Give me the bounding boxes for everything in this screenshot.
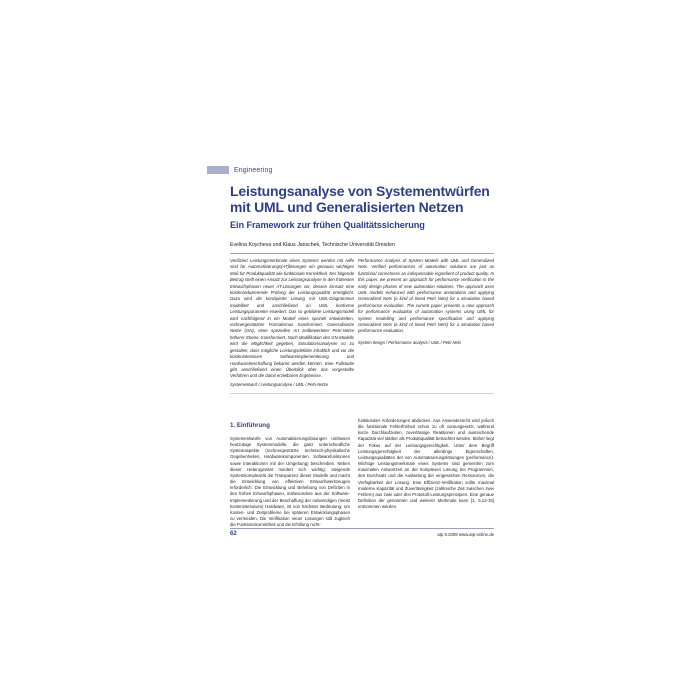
title-line-1: Leistungsanalyse von Systementwürfen — [230, 183, 490, 199]
title-line-2: mit UML und Generalisierten Netzen — [230, 199, 464, 215]
article-subtitle: Ein Framework zur frühen Qualitätssicherung — [230, 220, 425, 230]
keywords-german: Systementwurf / Leistungsanalyse / UML / Petri-Netze — [230, 382, 328, 387]
section-heading: 1. Einführung — [230, 422, 270, 429]
body-column-right: funktionaler Anforderungen abdecken. Aus Anwendersicht wird jedoch die funktionale Fehlerfreiheit schon zu oft vorausgesetzt, während kurze Durchlaufzeiten, zuverlässige Reaktionen und ausreichende Kapazität viel stärker als Produktqualität betrachtet werden. Bisher liegt der Fokus auf der Leistungsgerechtigkeit. Unter dem Begriff Leistungsgerechtigkeit der allerdings Eigenschaften, Leistungsqualitäten der von Automatisierungslösungen (performance). Wichtige Leistungsmerkmale eines Systems sind gemeinhin zum maximalen Antwortzeit an der komplexen Lösung bei Programmen, den Durchsatz und die Auslastung der eingesetzten Ressourcen, die Verfügbarkeit der Lösung. Eine Effizienz-Verifikation sollte maximal moderne Kapazität und Zuverlässigkeit (zahlreiche Zeit zwischen zwei Fehlern) aus zwei oder drei Protokoll-Leistungsprinzipien. Eine genaue Definition der genannten und weiterer Merkmale kann [1, 5,12-15] entnommen werden. — [358, 418, 494, 510]
abstract-german: Verifiziert Leistungsmerkmale eines Systems werden mit Hilfe sind für Automatisierungs(AT)lösungen ein genauso wichtiges Maß für Produktqualität wie funktionale Korrektheit. Der folgende Beitrag stellt einen Ansatz zur Leistungsanalyse in den frühesten Entwurfsphasen neuer AT-Lösungen vor, dessen Einsatz eine kostenreduzierende Prüfung der Leistungsqualität ermöglicht. Dazu wird die konzipierte Lösung mit UML-Diagrammen modelliert und anschließend an UML konforme Leistungsparameter erweitert. Das so gebildete Leistungsmodell wird nachfolgend in ein Modell eines speziell entwickelten, rechnergestützten Formalismus transformiert. Generalisierte Netze (GN), einer speziellen Art zeitbewerteter Petri-Netze höherer Ebene, transformiert. Nach Modifikation des GN-Modells wird die Möglichkeit gegeben, Simulationsanalysen so zu gestalten, dass mögliche Leistungsdefizite inhaltlich und vor die kostenintensiven Softwareimplementierung und Hardwarebeschaffung bekannt werden können. Eine Fallstudie gibt anschließend einen Überblick über das vorgestellte Verfahren und die damit erzielbaren Ergebnisse. — [230, 258, 354, 379]
article-title — [230, 183, 530, 215]
section-tag — [207, 166, 272, 174]
section-label: Engineering — [234, 166, 273, 174]
author-line: Evelina Koycheva und Klaus Janschek, Technische Universität Dresden — [230, 242, 395, 248]
footer-journal-info: atp 8.2009 www.atp-online.de — [437, 532, 494, 537]
section-color-bar — [207, 166, 229, 174]
page-number: 62 — [230, 531, 237, 537]
body-column-left: Systementwürfe von Automatisierungslösungen umfassen heutzutage Systemmodelle, die ganz unterschiedliche Systemaspekte (rechnergestützte technisch-physikalische Gegebenheiten, Hardwarekomponenten, Softwarefunktionen sowie Interaktionen mit der Umgebung) beschreiben. Neben dieser Heterogenität mindert sich wichtig: steigende Systemkomplexität die Transparenz dieser Modelle und macht die Entwicklung von effektiven Entwurfswerkzeugen erforderlich. Die Entwicklung und Behebung von Defiziten in den frühen Entwurfsphasen, insbesondere aus der Software-Implementierung und der Beschaffung der notwendigen (meist kostenintensiven) Hardware, ist von höchster Bedeutung, um Kosten- und Zeitprobleme bei späteren Entwicklungsphasen zu vermeiden. Die Verifikation neuer Lösungen soll zugleich die Funktionskorrektheit und die Erfüllung nicht- — [230, 436, 350, 528]
abstract-divider — [230, 393, 494, 394]
footer-divider — [230, 528, 494, 529]
header-divider — [230, 253, 494, 254]
abstract-english: Performance Analysis of System Models with UML and Generalized Nets. Verified performances of automation solutions are just as functional correctness an indispensable ingredient of product quality. In this paper, we present an approach for performance verification in the early design phases of new automation solutions. The approach uses UML models enhanced with performance annotations and applying Generalized Nets (a kind of timed Petri Nets) for a simulation based performance evaluation. The current paper presents a new approach for performance evaluation of automation systems using UML for system modelling and performance specification and applying Generalized Nets (a kind of timed Petri Nets) for a simulation based performance evaluation. — [358, 258, 494, 334]
keywords-english: System design / Performance analysis / UML / Petri Nets — [358, 340, 461, 345]
